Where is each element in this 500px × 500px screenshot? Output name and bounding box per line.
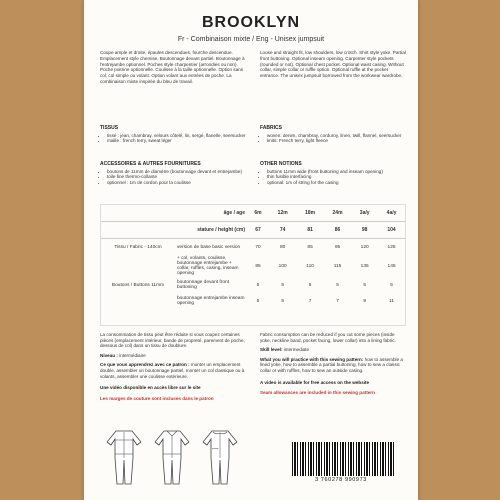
list-item: • boutons de 11mm de diamètre (boutonnage devant et entrejambe) <box>107 169 246 175</box>
row-group <box>101 293 175 309</box>
list-item: • woven: denim, chambray, corduroy, linen, twill, flannel, seersucker <box>267 133 406 139</box>
list-item: • maille : french terry, sweat léger <box>107 138 246 144</box>
table-cell: 5 <box>281 282 285 288</box>
table-cell: 5 <box>363 282 366 288</box>
stature-cell: 86 <box>324 222 351 239</box>
table-cell: 145 <box>387 263 396 269</box>
table-cell: 80 <box>280 244 286 250</box>
table-row <box>101 293 405 309</box>
table-cell: 85 <box>307 244 313 250</box>
table-cell: 125 <box>387 244 396 250</box>
age-cell: 12m <box>269 205 296 222</box>
list-item: • tissé : jean, chambray, velours côtelé, lin, sergé, flanelle, seersucker <box>107 133 246 139</box>
pattern-title: BROOKLYN <box>201 14 301 31</box>
video-french: Une vidéo disponible en accès libre sur le site <box>100 385 201 391</box>
table-cell: 5 <box>390 282 393 288</box>
age-cell: 3a/y <box>351 205 378 222</box>
table-cell: 5 <box>256 282 260 288</box>
barcode-bars <box>292 442 396 476</box>
accessoires-heading: ACCESSOIRES & AUTRES FOURNITURES <box>100 162 246 168</box>
fabrics-heading: FABRICS <box>260 126 406 132</box>
table-row <box>101 255 405 277</box>
table-cell: 5 <box>308 282 312 288</box>
fabrics-section <box>260 126 406 144</box>
jumpsuit-front-icon <box>104 428 144 486</box>
table-cell: 135 <box>360 263 369 269</box>
row-group: Boutons / Buttons 11mm <box>111 282 165 288</box>
intro-french <box>100 50 246 116</box>
table-cell: 85 <box>255 263 261 269</box>
table-cell: 120 <box>360 244 369 250</box>
row-group: Tissu / Fabric - 140cm <box>114 244 162 250</box>
table-cell: 5 <box>336 282 339 288</box>
stature-cell: 67 <box>247 222 269 239</box>
jumpsuit-collar-icon <box>152 428 192 486</box>
stature-cell: 74 <box>269 222 296 239</box>
age-cell: 6m <box>247 205 269 222</box>
notions-heading: OTHER NOTIONS <box>260 162 406 168</box>
tissus-section <box>100 126 246 144</box>
table-cell: 11 <box>389 298 395 304</box>
jumpsuit-ruffle-icon <box>200 428 240 486</box>
stature-cell: 81 <box>296 222 323 239</box>
table-row <box>101 239 405 256</box>
table-cell: 9 <box>363 298 366 304</box>
list-item: • optional: 1m of string for the casing <box>267 180 406 186</box>
learn-english: What you will practice with this sewing pattern: how to assemble a lined yoke, how to assemble a partial buttoning, how to sew a classic collar or with ruffles, how to sew an outside casing. <box>260 356 403 373</box>
intro-english-text: Loose and straight fit, low shoulders, low crotch. Shirt style yoke. Partial front buttoning. Optional inseam opening. Carpenter style pockets (rounded or not). Optional chest pocket. Optional waist casing. Without collar, simple collar or ruffle option. Optional ruffle at the pocket entrance. The unisex jumpsuit borrowed from the workwear wardrobe. <box>260 50 406 79</box>
seam-allowance-english: Seam allowances are included in this sewing pattern <box>260 390 375 396</box>
learn-french: Ce que vous apprendrez avec ce patron : monter un emplacement double, assembler un boutonnage partiel, monter un col classique ou à volants, assembler une coulisse extérieure. <box>100 362 245 379</box>
seam-allowance-french: Les marges de couture sont incluses dans le patron <box>100 395 214 401</box>
stature-header: stature / height (cm) <box>101 222 247 239</box>
table-cell: 7 <box>308 298 312 304</box>
notions-section <box>260 162 406 185</box>
row-label: version de base basic version <box>177 244 241 250</box>
consumption-french: La consommation de tissu peut être réduite si vous coupez certaines pièces (emplacement intérieur, bande de propreté, parement de poche, dessous de col) dans un tissu de doublure. <box>100 332 245 349</box>
age-cell: 4a/y <box>378 205 405 222</box>
age-row <box>101 205 405 222</box>
table-row <box>101 277 405 293</box>
level-french: Niveau : intermédiaire <box>100 352 146 358</box>
list-item: • buttons 11mm wide (front buttoning and inseam opening) <box>267 169 406 175</box>
level-english: Skill level: intermediate <box>260 347 310 353</box>
bottom-french <box>100 332 246 401</box>
stature-cell: 104 <box>378 222 405 239</box>
table-cell: 95 <box>334 244 341 250</box>
video-english: A video is available for free access on the website <box>260 379 370 385</box>
intro-english <box>260 50 406 116</box>
accessoires-section <box>100 162 246 185</box>
table-cell: 110 <box>306 263 314 269</box>
row-label: + col, volants, coulisse, boutonnage entrejambe + collar, ruffles, casing, inseam opening <box>177 256 239 276</box>
table-cell: 5 <box>256 298 260 304</box>
table-cell: 7 <box>336 298 339 304</box>
tissus-heading: TISSUS <box>100 126 246 132</box>
stature-row <box>101 222 405 239</box>
size-table <box>101 205 405 309</box>
barcode <box>282 440 400 484</box>
table-cell: 70 <box>255 244 261 250</box>
jumpsuit-illustrations <box>100 428 246 488</box>
bottom-english <box>260 332 406 396</box>
list-item: • toile fine thermo-collante <box>107 174 246 180</box>
table-cell: 5 <box>281 298 285 304</box>
stature-cell: 98 <box>351 222 378 239</box>
age-cell: 24m <box>324 205 351 222</box>
row-label: boutonnage entrejambe inseam opening <box>177 296 245 306</box>
list-item: • thin fusible interfacing <box>267 174 406 180</box>
table-cell: 115 <box>333 263 342 269</box>
list-item: • optionnel : 1m de cordon pour la coulisse <box>107 180 246 186</box>
row-label: boutonnage devant front buttoning <box>177 280 230 290</box>
list-item: • knits: French terry, light fleece <box>267 138 406 144</box>
pattern-info-sheet <box>84 0 418 500</box>
barcode-number: 3 760278 990973 <box>315 477 367 483</box>
consumption-english: Fabric consumption can be reduced if you cut some pieces (inside yoke, neckline band, pocket facing, lower collar) into a lining fabric. <box>260 332 396 343</box>
pattern-subtitle: Fr - Combinaison mixte / Eng - Unisex jumpsuit <box>177 36 325 43</box>
size-chart <box>100 204 406 326</box>
age-cell: 18m <box>296 205 323 222</box>
row-group <box>101 255 175 277</box>
intro-french-text: Coupe ample et droite, épaules descendues, fourche descendue. Emplacement style chemise. Boutonnage devant partiel. Boutonnage à l'entrejambe optionnel. Poches style charpentier (arrondies ou non). Poche poitrine optionnelle. Coulisse à la taille optionnelle. Option sans col, col simple ou volant. Option volant aux entrées de poche. La combinaison mixte inspirée du bleu de travail. <box>100 50 245 84</box>
age-header: âge / age <box>101 205 247 222</box>
table-cell: 100 <box>278 263 287 269</box>
